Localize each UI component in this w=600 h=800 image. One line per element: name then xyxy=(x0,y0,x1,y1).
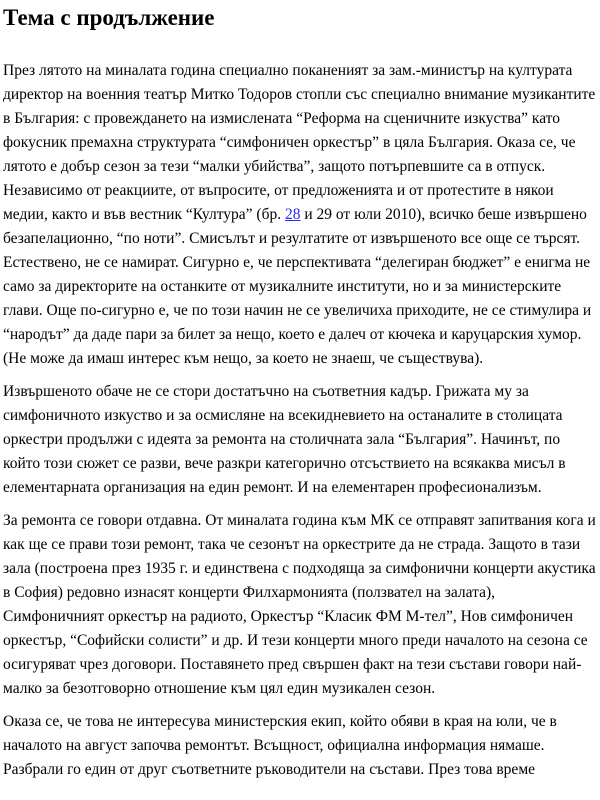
page-title: Тема с продължение xyxy=(3,5,215,30)
paragraph-1-text-before-link: През лятото на миналата година специално поканеният за зам.-министър на културата директор на военния театър Митко Тодоров стопли със специално внимание музикантите в България: с провеждането на измислената “Реформа на сценичните изкуства” като фокусник премахна структурата “симфоничен оркестър” в цяла България. Оказа се, че лятото е добър сезон за тези “малки убийства”, защото потърпевшите са в отпуск. Независимо от реакциите, от въпросите, от предложенията и от протестите в някои медии, както и във вестник “Култура” (бр. xyxy=(3,62,596,223)
paragraph-4: Оказа се, че това не интересува министерския екип, който обяви в края на юли, че в началото на август започва ремонтът. Всъщност, официална информация нямаше. Разбрали го един от друг съответните ръководители на състави. През това време xyxy=(3,713,557,778)
paragraph-1-text-after-link: и 29 от юли 2010), всичко беше извършено безапелационно, “по ноти”. Смисълът и резултатите от извършеното все още се търсят. Естествено, не се намират. Сигурно е, че перспективата “делегиран бюджет” е енигма не само за директорите на останките от музикалните институти, но и за министерските глави. Още по-сигурно е, че по този начин не се увеличиха приходите, не се стимулира и “народът” да даде пари за билет за нещо, което е далеч от кючека и каруцарския хумор. (Не може да имаш интерес към нещо, за което не знаеш, че съществува). xyxy=(3,206,592,367)
paragraph-1 xyxy=(3,59,597,371)
paragraph-2: Извършеното обаче не се стори достатъчно на съответния кадър. Грижата му за симфоничното изкуство и за осмисляне на всекидневието на останалите в столицата оркестри продължи с идеята за ремонта на столичната зала “България”. Начинът, по който този сюжет се разви, вече разкри категорично отсъствието на всякаква мисъл в елементарната организация на един ремонт. И на елементарен професионализъм. xyxy=(3,383,566,496)
paragraph-3: За ремонта се говори отдавна. От миналата година към МК се отправят запитвания кога и как ще се прави този ремонт, така че сезонът на оркестрите да не страда. Защото в тази зала (построена през 1935 г. и единствена с подходяща за симфонични концерти акустика в София) редовно изнасят концерти Филхармонията (ползвател на залата), Симфоничният оркестър на радиото, Оркестър “Класик ФМ М-тел”, Нов симфоничен оркестър, “Софийски солисти” и др. И тези концерти много преди началото на сезона се осигуряват чрез договори. Поставянето пред свършен факт на тези състави говори най-малко за безотговорно отношение към цял един музикален сезон. xyxy=(3,512,596,697)
issue-28-link[interactable]: 28 xyxy=(284,206,301,223)
